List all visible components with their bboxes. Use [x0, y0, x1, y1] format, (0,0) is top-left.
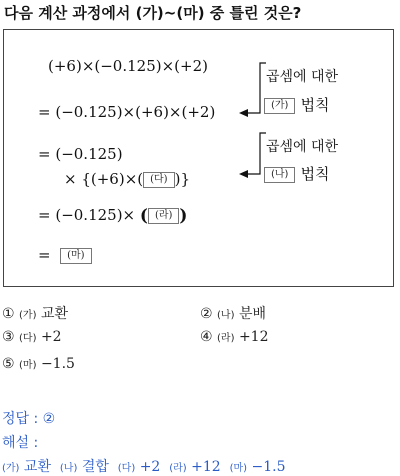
choice-2[interactable] [200, 303, 266, 323]
law-row-2 [264, 163, 330, 184]
choice-mark: (다) [19, 333, 37, 344]
blank-ma-box: (마) [60, 248, 91, 264]
bold-paren-open: ( [139, 206, 148, 226]
calc-line-1: (+6)×(−0.125)×(+2) [48, 57, 208, 75]
answer-line [2, 408, 55, 428]
choice-3[interactable] [2, 329, 62, 345]
choice-5[interactable] [2, 356, 75, 372]
choice-number: ⑤ [2, 356, 15, 372]
law-row-1 [264, 94, 330, 115]
law-label-2: 곱셈에 대한 [266, 139, 339, 155]
explanation-text: −1.5 [251, 459, 286, 475]
calc-line-3b-end: )} [174, 170, 190, 188]
explanation-mark: (가) [2, 463, 20, 474]
explanation-items [2, 456, 286, 476]
answer-label: 정답 : [2, 411, 39, 427]
choice-text: +2 [40, 329, 62, 345]
explanation-mark: (나) [59, 463, 78, 474]
choice-text: 분배 [238, 306, 266, 322]
choice-text: +12 [238, 329, 269, 345]
blank-da-box: (다) [143, 172, 174, 188]
choice-mark: (라) [217, 333, 235, 344]
law-word-1: 법칙 [300, 96, 330, 114]
bold-paren-close: ) [179, 206, 188, 226]
choice-text: 교환 [40, 306, 68, 322]
choice-number: ④ [200, 329, 213, 345]
calc-line-3b [64, 170, 190, 188]
explanation-text: 결합 [81, 459, 109, 475]
choice-mark: (마) [19, 360, 37, 371]
choice-number: ① [2, 306, 15, 322]
calc-line-3b-start: × {(+6)×( [64, 170, 144, 188]
choice-number: ③ [2, 329, 15, 345]
calc-line-4 [38, 206, 187, 226]
explanation-mark: (다) [117, 463, 136, 474]
choice-number: ② [200, 306, 213, 322]
blank-na-box: (나) [264, 167, 295, 183]
blank-ga-box: (가) [264, 98, 295, 114]
explanation-text: 교환 [23, 459, 51, 475]
calc-line-5-start: = [38, 246, 51, 264]
question-text: 다음 계산 과정에서 (가)~(마) 중 틀린 것은? [4, 4, 302, 22]
explanation-mark: (마) [229, 463, 248, 474]
choice-mark: (가) [19, 310, 37, 321]
law-label-1: 곱셈에 대한 [266, 69, 339, 85]
answer-value: ② [42, 411, 56, 427]
explanation-mark: (라) [169, 463, 187, 474]
calc-line-4-start: = (−0.125)× [38, 206, 136, 224]
explanation-label: 해설 : [2, 435, 39, 451]
explanation-text: +12 [191, 459, 221, 475]
choice-mark: (나) [217, 310, 235, 321]
calc-line-2: = (−0.125)×(+6)×(+2) [38, 103, 216, 121]
choice-4[interactable] [200, 329, 268, 345]
explanation-text: +2 [139, 459, 161, 475]
calc-line-3a: = (−0.125) [38, 145, 123, 163]
choice-text: −1.5 [40, 356, 75, 372]
law-word-2: 법칙 [300, 165, 330, 183]
calc-line-5 [38, 246, 92, 264]
choice-1[interactable] [2, 303, 68, 323]
blank-ra-box: (라) [148, 208, 179, 224]
